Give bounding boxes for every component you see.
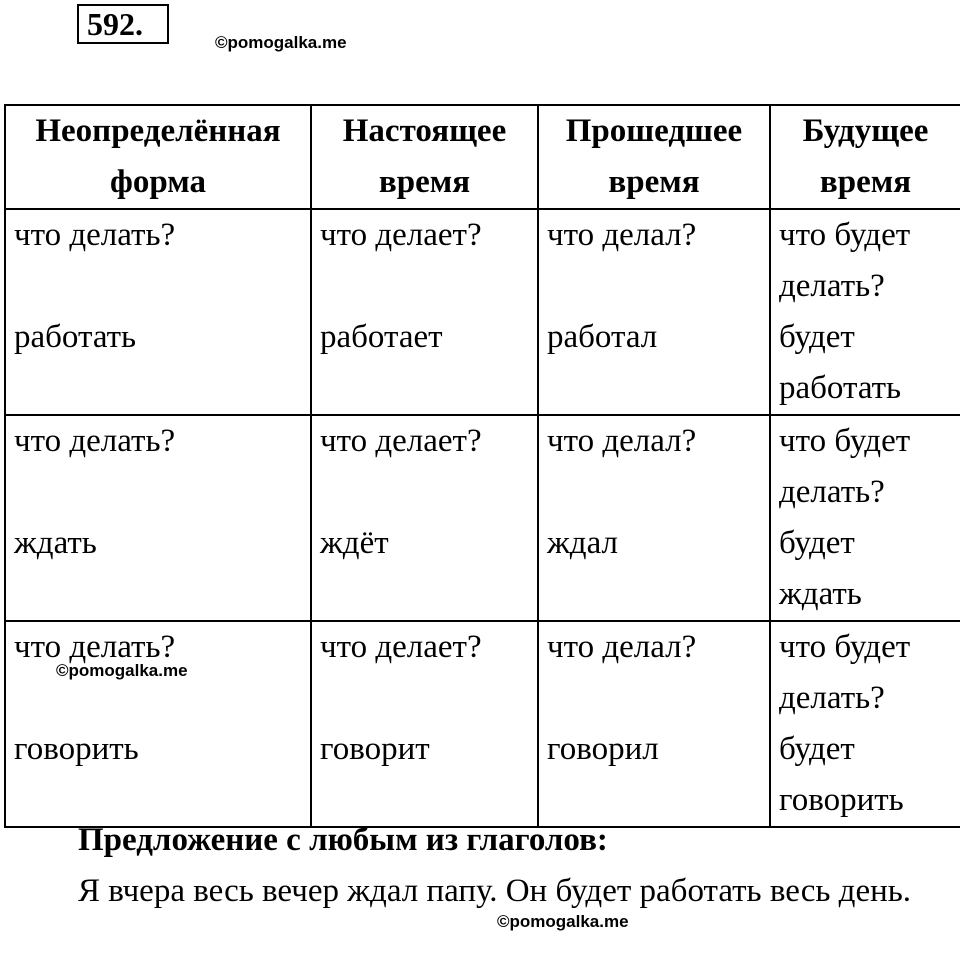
table-header-row: [5, 105, 960, 209]
cell-verb: говорил: [547, 731, 659, 767]
cell-verb: работать: [779, 370, 902, 406]
cell-past: [538, 621, 770, 827]
sentence-heading: Предложение с любым из глаголов:: [78, 822, 608, 858]
cell-infinitive: [5, 415, 311, 621]
cell-present: [311, 621, 538, 827]
header-infinitive: Неопределённая форма: [5, 105, 311, 209]
cell-past: [538, 209, 770, 415]
cell-present: [311, 415, 538, 621]
watermark-middle: ©pomogalka.me: [56, 661, 188, 680]
cell-infinitive: [5, 209, 311, 415]
cell-question: что делал?: [547, 423, 697, 459]
table-row: [5, 209, 960, 415]
cell-infinitive: [5, 621, 311, 827]
cell-future: [770, 621, 960, 827]
cell-empty: [320, 673, 529, 724]
cell-verb: ждать: [14, 525, 97, 561]
cell-empty: [320, 261, 529, 312]
cell-verb: работать: [14, 319, 137, 355]
cell-verb: ждать: [779, 576, 862, 612]
cell-future: [770, 415, 960, 621]
cell-empty: [547, 673, 761, 724]
exercise-number-text: 592: [87, 6, 135, 42]
cell-verb: будет: [779, 731, 855, 767]
cell-present: [311, 209, 538, 415]
watermark-bottom: ©pomogalka.me: [497, 912, 629, 931]
table-row: [5, 415, 960, 621]
cell-verb: ждёт: [320, 525, 389, 561]
cell-verb: работает: [320, 319, 443, 355]
cell-empty: [14, 261, 302, 312]
cell-question: делать?: [779, 474, 885, 510]
cell-empty: [547, 467, 761, 518]
cell-question: что делать?: [14, 423, 176, 459]
cell-empty: [320, 467, 529, 518]
cell-question: что будет: [779, 217, 911, 253]
example-sentence: Я вчера весь вечер ждал папу. Он будет работать весь день.: [78, 873, 912, 909]
cell-verb: ждал: [547, 525, 618, 561]
cell-verb: будет: [779, 525, 855, 561]
cell-question: что будет: [779, 423, 911, 459]
cell-question: что делал?: [547, 217, 697, 253]
header-future: Будущее время: [770, 105, 960, 209]
cell-empty: [547, 261, 761, 312]
cell-verb: говорит: [320, 731, 430, 767]
cell-question: что делал?: [547, 629, 697, 665]
exercise-number: [77, 4, 169, 44]
cell-verb: говорить: [14, 731, 139, 767]
cell-question: делать?: [779, 268, 885, 304]
cell-question: что делать?: [14, 629, 176, 665]
cell-verb: работал: [547, 319, 658, 355]
cell-past: [538, 415, 770, 621]
cell-question: что делает?: [320, 629, 482, 665]
cell-verb: говорить: [779, 782, 904, 818]
cell-question: что делает?: [320, 217, 482, 253]
cell-question: делать?: [779, 680, 885, 716]
cell-future: [770, 209, 960, 415]
cell-question: что делать?: [14, 217, 176, 253]
exercise-number-dot: .: [135, 6, 143, 42]
cell-empty: [14, 467, 302, 518]
verb-tense-table: [4, 104, 960, 828]
cell-question: что делает?: [320, 423, 482, 459]
watermark-top: ©pomogalka.me: [215, 33, 347, 52]
header-present: Настоящее время: [311, 105, 538, 209]
cell-verb: будет: [779, 319, 855, 355]
header-past: Прошедшее время: [538, 105, 770, 209]
cell-question: что будет: [779, 629, 911, 665]
table-row: [5, 621, 960, 827]
